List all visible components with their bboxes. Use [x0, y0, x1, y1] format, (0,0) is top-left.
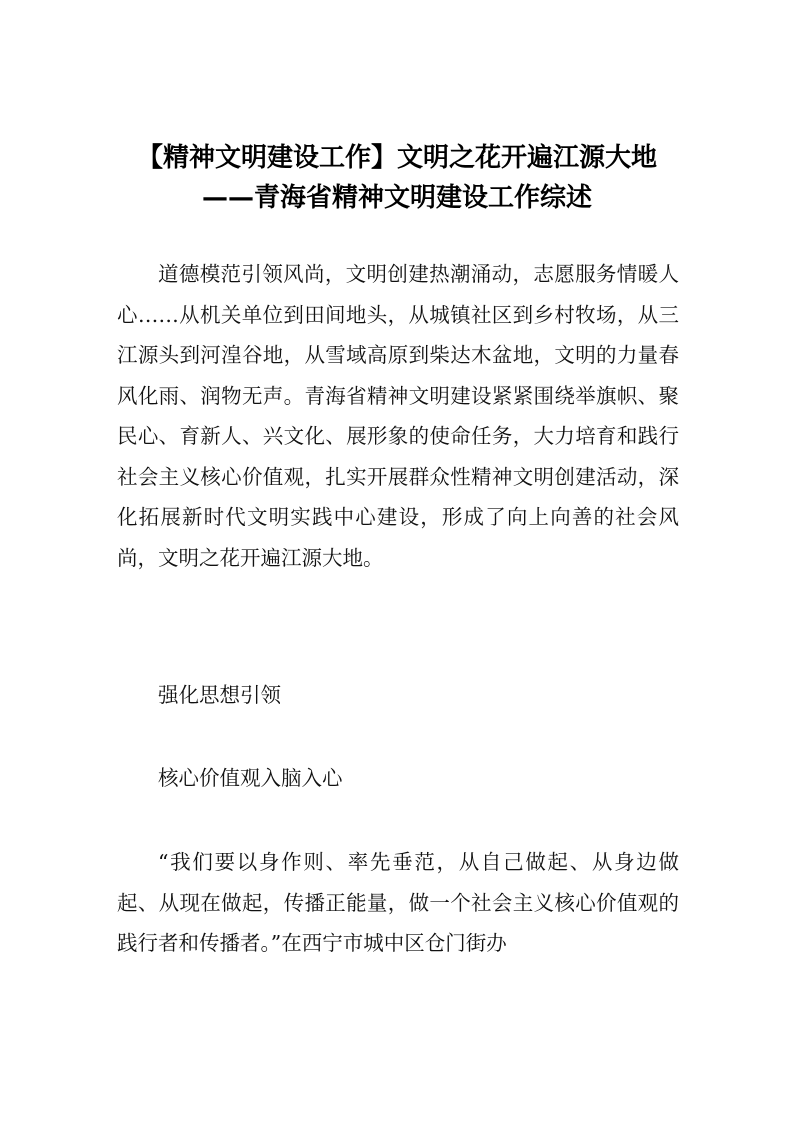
- intro-paragraph: 道德模范引领风尚，文明创建热潮涌动，志愿服务情暖人心……从机关单位到田间地头，从城镇社区到乡村牧场，从三江源头到河湟谷地，从雪域高原到柴达木盆地，文明的力量春风化雨、润物无声。青海省精神文明建设紧紧围绕举旗帜、聚民心、育新人、兴文化、展形象的使命任务，大力培育和践行社会主义核心价值观，扎实开展群众性精神文明创建活动，深化拓展新时代文明实践中心建设，形成了向上向善的社会风尚，文明之花开遍江源大地。: [117, 262, 679, 570]
- quote-paragraph: “我们要以身作则、率先垂范，从自己做起、从身边做起、从现在做起，传播正能量，做一个社会主义核心价值观的践行者和传播者。”在西宁市城中区仓门街办: [117, 850, 679, 955]
- section-heading-1: 强化思想引领: [158, 683, 281, 707]
- document-title: 【精神文明建设工作】文明之花开遍江源大地——青海省精神文明建设工作综述: [136, 143, 657, 213]
- section-heading-2: 核心价值观入脑入心: [158, 766, 343, 790]
